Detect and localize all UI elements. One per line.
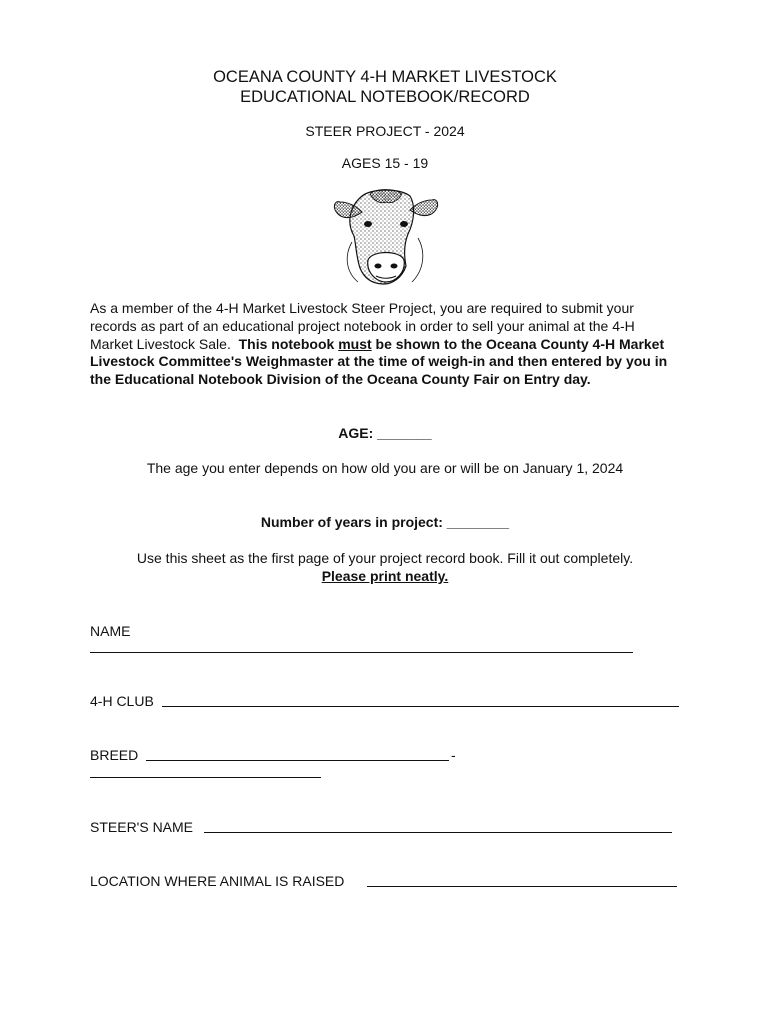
age-label: AGE: _______ (338, 425, 432, 441)
intro-paragraph (90, 300, 680, 389)
document-title (0, 67, 770, 107)
instructions-line: Use this sheet as the first page of your project record book. Fill it out completely. (136, 550, 634, 566)
print-neatly-note: Please print neatly. (321, 568, 449, 584)
intro-bold-this-notebook: This notebook (238, 335, 335, 352)
name-label: NAME (90, 623, 131, 639)
intro-text: As a member of the 4-H Market Livestock Steer Project, you are required to submit your records as part of an educational project notebook in order to sell your animal at the 4-H Market Livestock Sale. (90, 300, 635, 352)
club-field-line[interactable] (162, 706, 679, 707)
club-label: 4-H CLUB (90, 693, 154, 709)
breed-label: BREED (90, 747, 139, 763)
intro-bold-rest: be shown to the Oceana County 4-H Market Livestock Committee's Weighmaster at the time of weigh-in and then entered by you in the Educational Notebook Division of the Oceana County Fair on Entry day. (90, 335, 668, 388)
project-subtitle: STEER PROJECT - 2024 (305, 123, 465, 139)
intro-underlined-must: must (338, 335, 372, 352)
breed-field-line-2[interactable] (90, 777, 321, 778)
steer-name-label: STEER'S NAME (90, 819, 194, 835)
location-field-line[interactable] (367, 886, 677, 887)
steer-head-icon (332, 186, 440, 286)
age-note: The age you enter depends on how old you are or will be on January 1, 2024 (146, 460, 624, 476)
years-in-project-label: Number of years in project: ________ (260, 514, 510, 530)
breed-field-line[interactable] (146, 760, 449, 761)
breed-dash: - (451, 747, 456, 763)
title-line-2: EDUCATIONAL NOTEBOOK/RECORD (240, 88, 530, 106)
ages-subtitle: AGES 15 - 19 (341, 155, 429, 171)
location-label: LOCATION WHERE ANIMAL IS RAISED (90, 873, 345, 889)
name-field-line[interactable] (90, 652, 633, 653)
title-line-1: OCEANA COUNTY 4-H MARKET LIVESTOCK (213, 68, 557, 86)
steer-name-field-line[interactable] (204, 832, 672, 833)
